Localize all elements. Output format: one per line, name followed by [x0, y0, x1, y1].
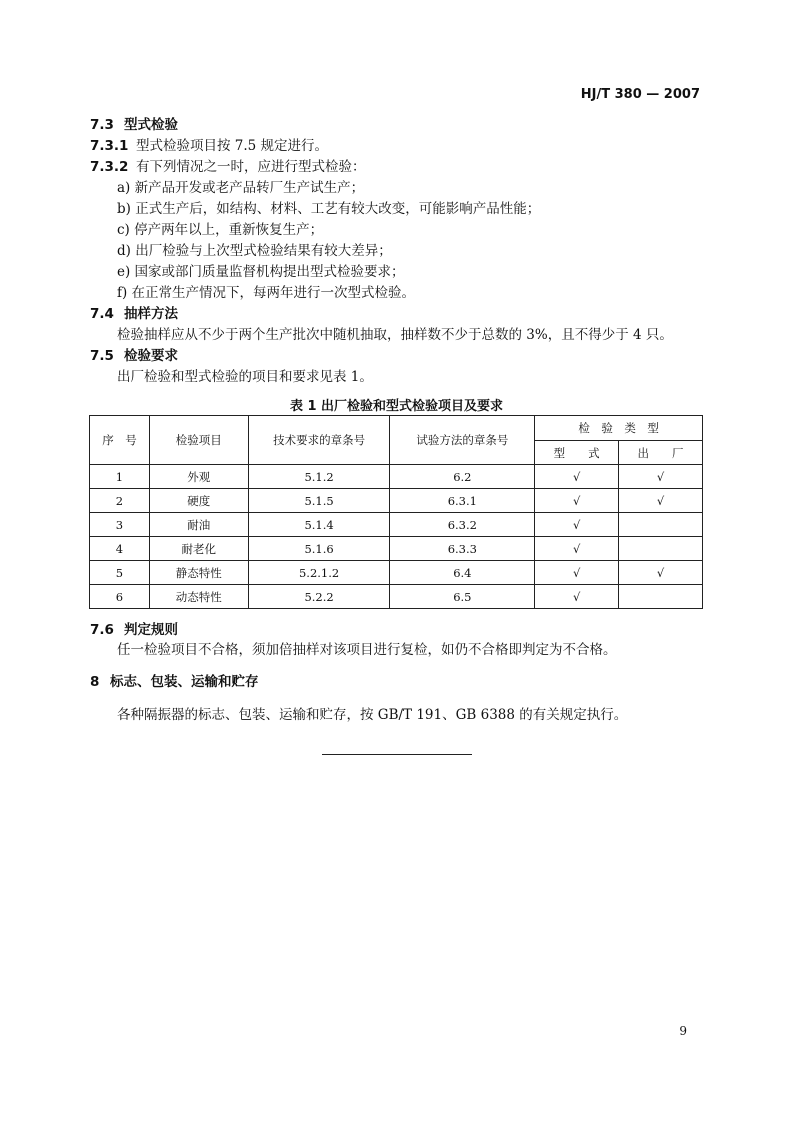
- header-seq: 序 号: [90, 416, 150, 465]
- page-number: 9: [679, 1024, 687, 1038]
- section-title: 判定规则: [124, 622, 178, 638]
- cell-method: 6.4: [390, 561, 535, 585]
- table-row: [90, 585, 703, 609]
- header-tech-clause: 技术要求的章条号: [248, 416, 390, 465]
- list-item: f) 在正常生产情况下，每两年进行一次型式检验。: [117, 285, 416, 301]
- cell-type-check: √: [535, 465, 619, 489]
- section-title: 检验要求: [124, 348, 178, 364]
- section-8-heading: [90, 672, 259, 692]
- cell-seq: 6: [90, 585, 150, 609]
- cell-type-check: √: [535, 489, 619, 513]
- cell-seq: 3: [90, 513, 150, 537]
- cell-type-check: √: [535, 537, 619, 561]
- section-number: 7.5: [90, 348, 114, 364]
- cell-type-check: √: [535, 513, 619, 537]
- inspection-table: [89, 415, 703, 609]
- table-caption: 表 1 出厂检验和型式检验项目及要求: [289, 399, 504, 414]
- cell-method: 6.3.2: [390, 513, 535, 537]
- section-number: 7.6: [90, 622, 114, 638]
- paragraph: 各种隔振器的标志、包装、运输和贮存，按 GB/T 191、GB 6388 的有关规定执行。: [117, 707, 628, 723]
- cell-factory-check: √: [619, 465, 703, 489]
- table-row: [90, 537, 703, 561]
- cell-type-check: √: [535, 585, 619, 609]
- clause-number: 7.3.1: [90, 138, 129, 154]
- section-number: 7.3: [90, 117, 114, 133]
- clause-7-3-1: [90, 136, 328, 156]
- clause-7-3-2: [90, 157, 366, 177]
- paragraph: 任一检验项目不合格，须加倍抽样对该项目进行复检，如仍不合格即判定为不合格。: [117, 642, 617, 658]
- cell-item: 硬度: [149, 489, 248, 513]
- cell-item: 耐油: [149, 513, 248, 537]
- list-item: c) 停产两年以上，重新恢复生产；: [117, 222, 324, 238]
- section-7-4-heading: [90, 304, 178, 324]
- cell-method: 6.5: [390, 585, 535, 609]
- cell-tech: 5.1.6: [248, 537, 390, 561]
- clause-text: 型式检验项目按 7.5 规定进行。: [136, 138, 329, 154]
- section-7-5-heading: [90, 346, 178, 366]
- doc-code: HJ/T 380 — 2007: [580, 87, 700, 102]
- table-row: [90, 489, 703, 513]
- cell-factory-check: [619, 537, 703, 561]
- cell-factory-check: [619, 513, 703, 537]
- cell-factory-check: [619, 585, 703, 609]
- cell-type-check: √: [535, 561, 619, 585]
- cell-item: 外观: [149, 465, 248, 489]
- section-title: 型式检验: [124, 117, 178, 133]
- cell-item: 耐老化: [149, 537, 248, 561]
- cell-seq: 5: [90, 561, 150, 585]
- section-title: 标志、包装、运输和贮存: [110, 674, 259, 690]
- cell-method: 6.3.3: [390, 537, 535, 561]
- header-inspection-type: 检 验 类 型: [535, 416, 703, 441]
- table-row: [90, 465, 703, 489]
- section-number: 7.4: [90, 306, 114, 322]
- cell-tech: 5.1.2: [248, 465, 390, 489]
- header-factory-test: 出 厂: [619, 441, 703, 465]
- list-item: e) 国家或部门质量监督机构提出型式检验要求；: [117, 264, 405, 280]
- section-title: 抽样方法: [124, 306, 178, 322]
- cell-item: 动态特性: [149, 585, 248, 609]
- header-item: 检验项目: [149, 416, 248, 465]
- table-row: [90, 561, 703, 585]
- section-7-3-heading: [90, 115, 178, 135]
- cell-seq: 2: [90, 489, 150, 513]
- header-method-clause: 试验方法的章条号: [390, 416, 535, 465]
- list-item: a) 新产品开发或老产品转厂生产试生产；: [117, 180, 365, 196]
- paragraph: 检验抽样应从不少于两个生产批次中随机抽取，抽样数不少于总数的 3%，且不得少于 4 只。: [117, 327, 673, 343]
- cell-seq: 1: [90, 465, 150, 489]
- table-row: [90, 513, 703, 537]
- section-7-6-heading: [90, 620, 178, 640]
- section-number: 8: [90, 674, 100, 690]
- list-item: b) 正式生产后，如结构、材料、工艺有较大改变，可能影响产品性能；: [117, 201, 541, 217]
- cell-seq: 4: [90, 537, 150, 561]
- end-rule: [322, 754, 472, 755]
- cell-method: 6.3.1: [390, 489, 535, 513]
- cell-tech: 5.1.5: [248, 489, 390, 513]
- cell-tech: 5.2.1.2: [248, 561, 390, 585]
- clause-text: 有下列情况之一时，应进行型式检验：: [136, 159, 366, 175]
- cell-item: 静态特性: [149, 561, 248, 585]
- list-item: d) 出厂检验与上次型式检验结果有较大差异；: [117, 243, 392, 259]
- clause-number: 7.3.2: [90, 159, 129, 175]
- cell-factory-check: √: [619, 489, 703, 513]
- cell-method: 6.2: [390, 465, 535, 489]
- cell-factory-check: √: [619, 561, 703, 585]
- cell-tech: 5.2.2: [248, 585, 390, 609]
- paragraph: 出厂检验和型式检验的项目和要求见表 1。: [117, 369, 373, 385]
- cell-tech: 5.1.4: [248, 513, 390, 537]
- header-type-test: 型 式: [535, 441, 619, 465]
